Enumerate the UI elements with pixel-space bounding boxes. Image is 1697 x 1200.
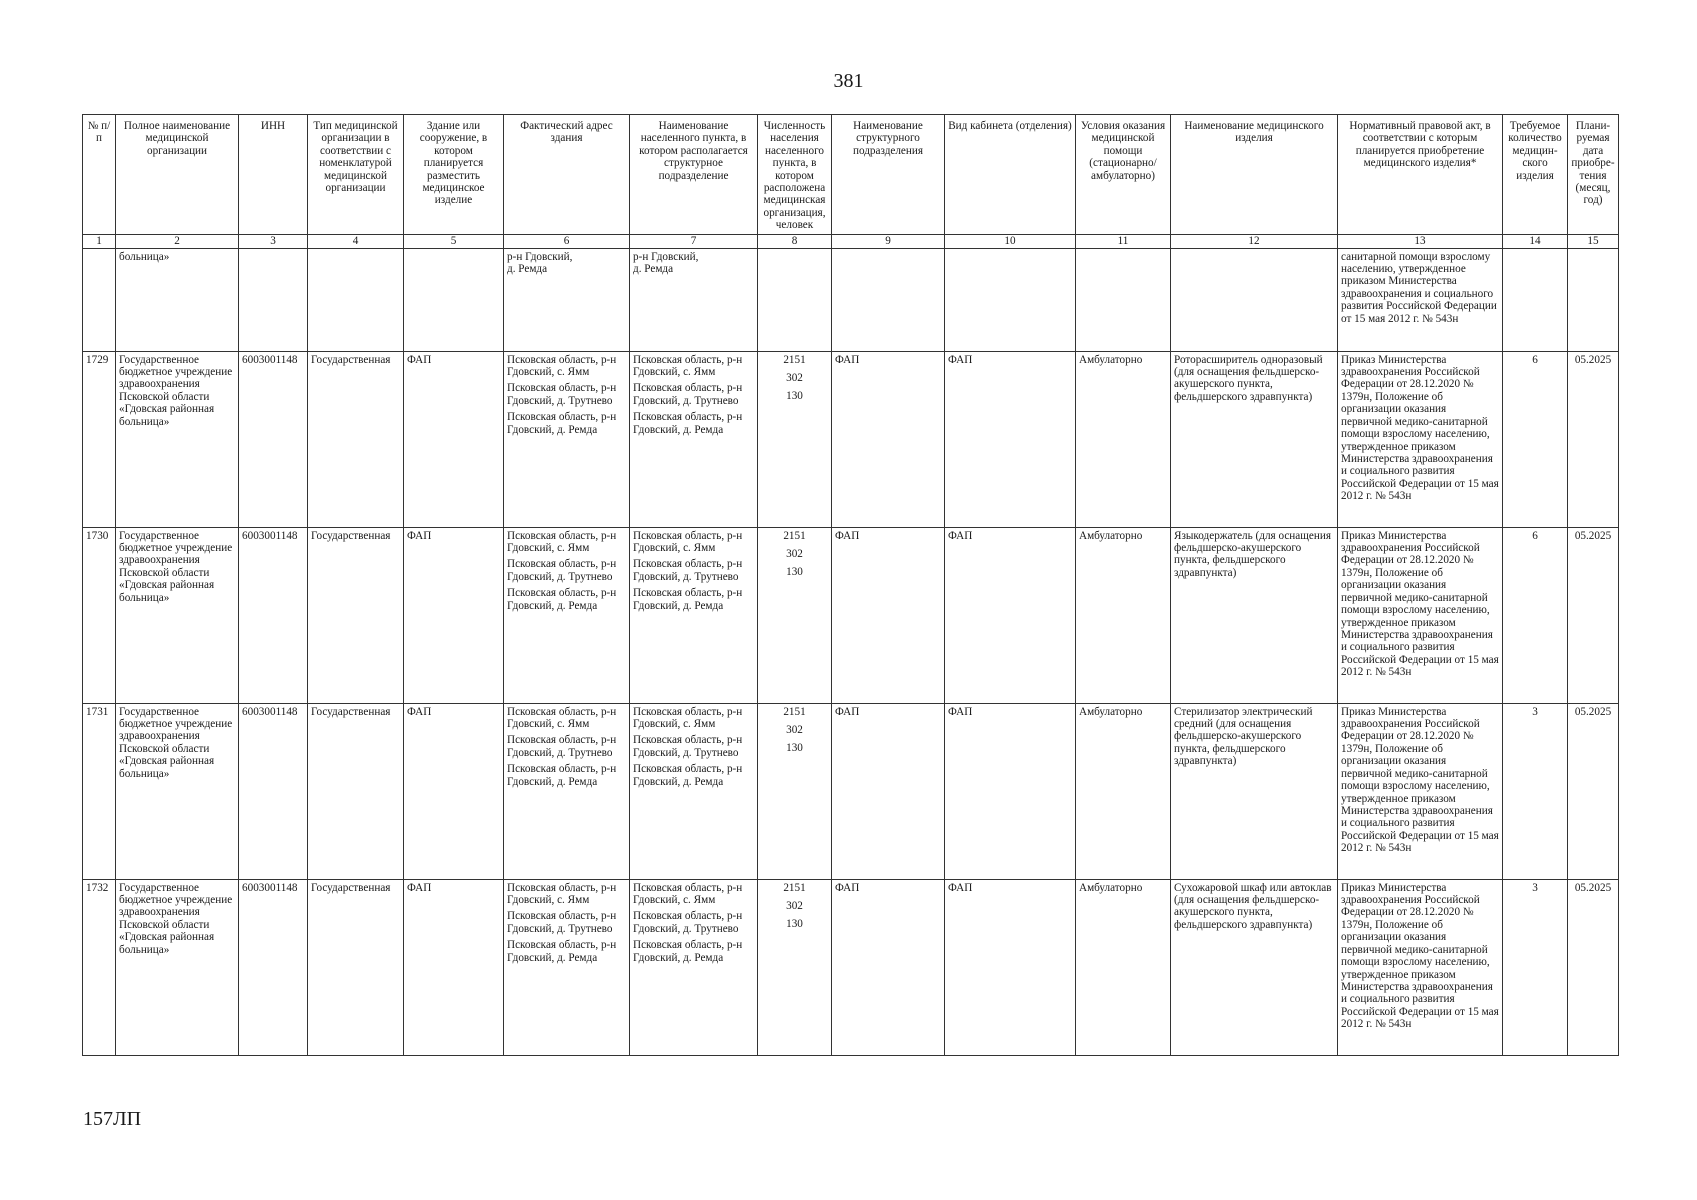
column-number: 5 xyxy=(404,234,504,248)
locality-line: р-н Гдовский, xyxy=(633,250,699,263)
header-cell: Наименование населенного пункта, в котором располагается структурное подразделение xyxy=(630,115,758,235)
device-name: Стерилизатор электрический средний (для оснащения фельдшерско-акушерского пункта, фельдшерского здравпункта) xyxy=(1171,703,1338,879)
conditions: Амбулаторно xyxy=(1076,879,1171,1055)
cabinet: ФАП xyxy=(945,879,1076,1055)
column-number: 3 xyxy=(239,234,308,248)
equipment-table xyxy=(82,114,1619,1056)
address-line: Псковская область, р-н Гдовский, д. Ремда xyxy=(507,587,617,612)
org-type: Государственная xyxy=(308,351,404,527)
column-number: 15 xyxy=(1568,234,1619,248)
population-cell xyxy=(758,351,832,527)
address-line: р-н Гдовский, xyxy=(507,250,573,263)
unit: ФАП xyxy=(832,703,945,879)
column-number: 6 xyxy=(504,234,630,248)
population-value: 302 xyxy=(786,548,803,561)
address-cell xyxy=(504,527,630,703)
address-line: Псковская область, р-н Гдовский, д. Трутнево xyxy=(507,734,617,759)
quantity: 3 xyxy=(1503,879,1568,1055)
column-number: 2 xyxy=(116,234,239,248)
population-value: 2151 xyxy=(783,353,806,366)
locality-line: Псковская область, р-н Гдовский, д. Трутнево xyxy=(633,558,743,583)
address-line: Псковская область, р-н Гдовский, с. Ямм xyxy=(507,353,617,379)
address-cell xyxy=(504,351,630,527)
purchase-date: 05.2025 xyxy=(1568,703,1619,879)
address-cell xyxy=(504,248,630,351)
row-number: 1731 xyxy=(83,703,116,879)
address-cell xyxy=(504,703,630,879)
quantity: 6 xyxy=(1503,527,1568,703)
locality-line: Псковская область, р-н Гдовский, д. Ремда xyxy=(633,411,743,436)
column-number: 13 xyxy=(1338,234,1503,248)
column-number: 8 xyxy=(758,234,832,248)
header-cell: № п/п xyxy=(83,115,116,235)
header-cell: Здание или сооружение, в котором планируется разместить медицинское изделие xyxy=(404,115,504,235)
locality-line: Псковская область, р-н Гдовский, д. Трутнево xyxy=(633,910,743,935)
locality-cell xyxy=(630,703,758,879)
table-row xyxy=(83,527,1619,703)
unit: ФАП xyxy=(832,351,945,527)
header-cell: Нормативный правовой акт, в соответствии с которым планируется приобретение медицинского изделия* xyxy=(1338,115,1503,235)
legal-act: Приказ Министерства здравоохранения Российской Федерации от 28.12.2020 № 1379н, Положение об организации оказания первичной медико-санитарной помощи взрослому населению, утвержденное приказом Министерства здравоохранения и социального развития Российской Федерации от 15 мая 2012 г. № 543н xyxy=(1338,879,1503,1055)
locality-line: Псковская область, р-н Гдовский, с. Ямм xyxy=(633,881,743,907)
table-row xyxy=(83,703,1619,879)
address-line: Псковская область, р-н Гдовский, д. Трутнево xyxy=(507,558,617,583)
population-value: 130 xyxy=(786,390,803,403)
quantity: 6 xyxy=(1503,351,1568,527)
population-value: 2151 xyxy=(783,705,806,718)
population-value: 302 xyxy=(786,372,803,385)
row-number: 1732 xyxy=(83,879,116,1055)
header-cell: Наименование медицинского изделия xyxy=(1171,115,1338,235)
column-number: 1 xyxy=(83,234,116,248)
building: ФАП xyxy=(404,703,504,879)
address-line: Псковская область, р-н Гдовский, д. Трутнево xyxy=(507,910,617,935)
inn: 6003001148 xyxy=(239,351,308,527)
address-line: Псковская область, р-н Гдовский, д. Ремда xyxy=(507,939,617,964)
address-line: Псковская область, р-н Гдовский, д. Ремда xyxy=(507,763,617,788)
column-number: 7 xyxy=(630,234,758,248)
inn: 6003001148 xyxy=(239,527,308,703)
continuation-row xyxy=(83,248,1619,351)
locality-line: Псковская область, р-н Гдовский, д. Трутнево xyxy=(633,382,743,407)
inn: 6003001148 xyxy=(239,703,308,879)
population-value: 302 xyxy=(786,900,803,913)
column-number: 11 xyxy=(1076,234,1171,248)
legal-act: санитарной помощи взрослому населению, утвержденное приказом Министерства здравоохранения и социального развития Российской Федерации от 15 мая 2012 г. № 543н xyxy=(1338,248,1503,351)
purchase-date: 05.2025 xyxy=(1568,527,1619,703)
locality-line: Псковская область, р-н Гдовский, д. Трутнево xyxy=(633,734,743,759)
population-value: 130 xyxy=(786,918,803,931)
org-name: Государственное бюджетное учреждение здравоохранения Псковской области «Гдовская районная больница» xyxy=(116,703,239,879)
population-value: 130 xyxy=(786,742,803,755)
locality-line: Псковская область, р-н Гдовский, д. Ремда xyxy=(633,939,743,964)
population-cell xyxy=(758,879,832,1055)
address-line: Псковская область, р-н Гдовский, с. Ямм xyxy=(507,881,617,907)
population-cell xyxy=(758,703,832,879)
column-number-row xyxy=(83,234,1619,248)
column-number: 12 xyxy=(1171,234,1338,248)
org-name: больница» xyxy=(116,248,239,351)
population-value: 2151 xyxy=(783,529,806,542)
device-name: Роторасширитель одноразовый (для оснащения фельдшерско-акушерского пункта, фельдшерского здравпункта) xyxy=(1171,351,1338,527)
cabinet: ФАП xyxy=(945,703,1076,879)
locality-line: Псковская область, р-н Гдовский, с. Ямм xyxy=(633,529,743,555)
locality-line: Псковская область, р-н Гдовский, с. Ямм xyxy=(633,353,743,379)
column-number: 14 xyxy=(1503,234,1568,248)
org-type: Государственная xyxy=(308,703,404,879)
building: ФАП xyxy=(404,351,504,527)
header-cell: Численность населения населенного пункта, в котором расположена медицинская организация, человек xyxy=(758,115,832,235)
locality-cell xyxy=(630,248,758,351)
locality-cell xyxy=(630,351,758,527)
header-cell: ИНН xyxy=(239,115,308,235)
column-number: 9 xyxy=(832,234,945,248)
org-name: Государственное бюджетное учреждение здравоохранения Псковской области «Гдовская районная больница» xyxy=(116,527,239,703)
address-line: Псковская область, р-н Гдовский, с. Ямм xyxy=(507,529,617,555)
column-number: 10 xyxy=(945,234,1076,248)
header-cell: Наименование структурного подразделения xyxy=(832,115,945,235)
conditions: Амбулаторно xyxy=(1076,351,1171,527)
locality-line: Псковская область, р-н Гдовский, д. Ремда xyxy=(633,587,743,612)
unit: ФАП xyxy=(832,879,945,1055)
building: ФАП xyxy=(404,527,504,703)
unit: ФАП xyxy=(832,527,945,703)
footer-code: 157ЛП xyxy=(83,1108,142,1130)
header-cell: Условия оказания медицинской помощи (стационарно/ амбулаторно) xyxy=(1076,115,1171,235)
row-number: 1730 xyxy=(83,527,116,703)
address-line: д. Ремда xyxy=(507,263,548,276)
address-cell xyxy=(504,879,630,1055)
device-name: Языкодержатель (для оснащения фельдшерско-акушерского пункта, фельдшерского здравпункта) xyxy=(1171,527,1338,703)
purchase-date: 05.2025 xyxy=(1568,351,1619,527)
legal-act: Приказ Министерства здравоохранения Российской Федерации от 28.12.2020 № 1379н, Положение об организации оказания первичной медико-санитарной помощи взрослому населению, утвержденное приказом Министерства здравоохранения и социального развития Российской Федерации от 15 мая 2012 г. № 543н xyxy=(1338,703,1503,879)
conditions: Амбулаторно xyxy=(1076,703,1171,879)
header-cell: Вид кабинета (отделения) xyxy=(945,115,1076,235)
quantity: 3 xyxy=(1503,703,1568,879)
purchase-date: 05.2025 xyxy=(1568,879,1619,1055)
header-row xyxy=(83,115,1619,235)
address-line: Псковская область, р-н Гдовский, с. Ямм xyxy=(507,705,617,731)
population-value: 130 xyxy=(786,566,803,579)
building: ФАП xyxy=(404,879,504,1055)
locality-cell xyxy=(630,879,758,1055)
page-number: 381 xyxy=(833,70,864,92)
device-name: Сухожаровой шкаф или автоклав (для оснащения фельдшерско-акушерского пункта, фельдшерского здравпункта) xyxy=(1171,879,1338,1055)
population-value: 2151 xyxy=(783,881,806,894)
address-line: Псковская область, р-н Гдовский, д. Трутнево xyxy=(507,382,617,407)
legal-act: Приказ Министерства здравоохранения Российской Федерации от 28.12.2020 № 1379н, Положение об организации оказания первичной медико-санитарной помощи взрослому населению, утвержденное приказом Министерства здравоохранения и социального развития Российской Федерации от 15 мая 2012 г. № 543н xyxy=(1338,527,1503,703)
header-cell: Плани-руемая дата приобре-тения (месяц, год) xyxy=(1568,115,1619,235)
population-value: 302 xyxy=(786,724,803,737)
header-cell: Полное наименование медицинской организации xyxy=(116,115,239,235)
header-cell: Требуемое количество медицин-ского изделия xyxy=(1503,115,1568,235)
cabinet: ФАП xyxy=(945,351,1076,527)
row-number: 1729 xyxy=(83,351,116,527)
population-cell xyxy=(758,527,832,703)
address-line: Псковская область, р-н Гдовский, д. Ремда xyxy=(507,411,617,436)
column-number: 4 xyxy=(308,234,404,248)
header-cell: Тип медицинской организации в соответствии с номенклатурой медицинской организации xyxy=(308,115,404,235)
locality-cell xyxy=(630,527,758,703)
header-cell: Фактический адрес здания xyxy=(504,115,630,235)
locality-line: д. Ремда xyxy=(633,263,674,276)
table-row xyxy=(83,879,1619,1055)
table-row xyxy=(83,351,1619,527)
org-name: Государственное бюджетное учреждение здравоохранения Псковской области «Гдовская районная больница» xyxy=(116,879,239,1055)
inn: 6003001148 xyxy=(239,879,308,1055)
locality-line: Псковская область, р-н Гдовский, д. Ремда xyxy=(633,763,743,788)
cabinet: ФАП xyxy=(945,527,1076,703)
legal-act: Приказ Министерства здравоохранения Российской Федерации от 28.12.2020 № 1379н, Положение об организации оказания первичной медико-санитарной помощи взрослому населению, утвержденное приказом Министерства здравоохранения и социального развития Российской Федерации от 15 мая 2012 г. № 543н xyxy=(1338,351,1503,527)
org-name: Государственное бюджетное учреждение здравоохранения Псковской области «Гдовская районная больница» xyxy=(116,351,239,527)
conditions: Амбулаторно xyxy=(1076,527,1171,703)
org-type: Государственная xyxy=(308,527,404,703)
locality-line: Псковская область, р-н Гдовский, с. Ямм xyxy=(633,705,743,731)
org-type: Государственная xyxy=(308,879,404,1055)
